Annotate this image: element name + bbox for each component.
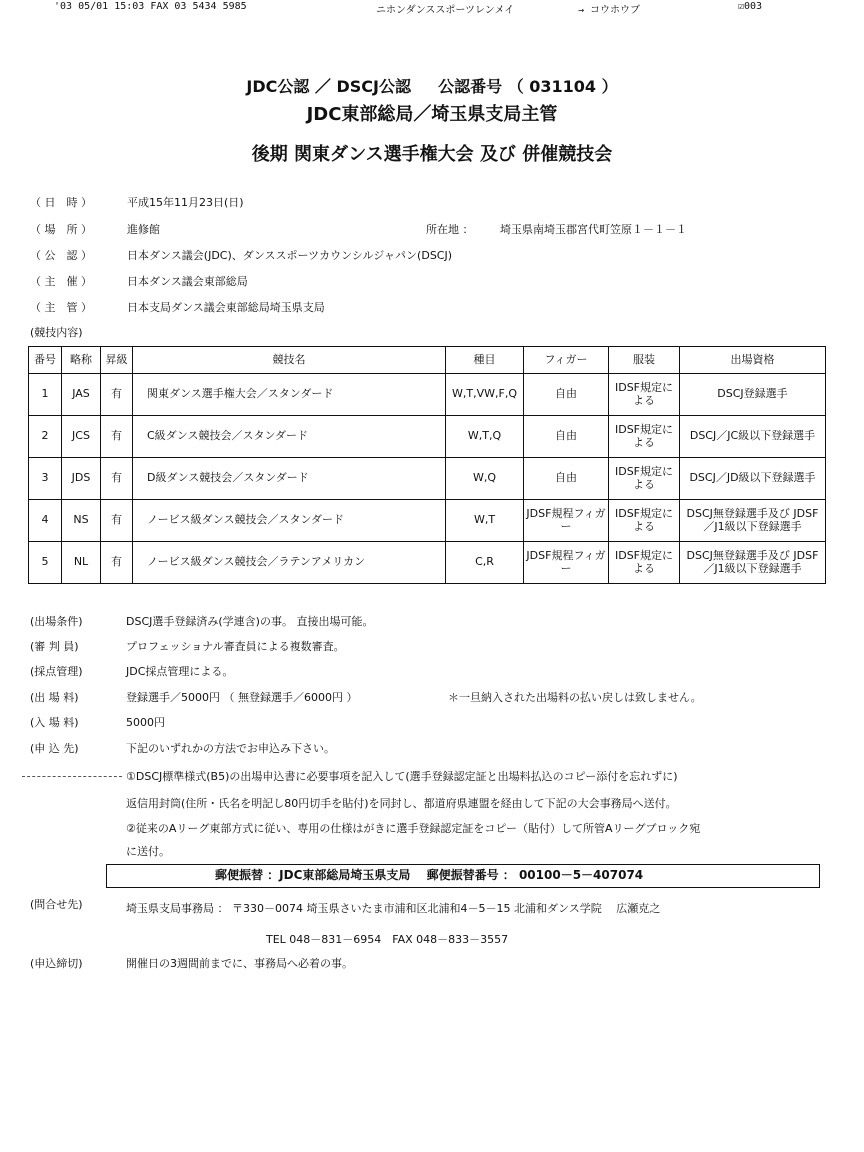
row-eligibility: DSCJ登録選手 [680,374,826,416]
row-eligibility: DSCJ無登録選手及び JDSF／J1級以下登録選手 [680,500,826,542]
fax-datetime: '03 05/01 15:03 FAX 03 5434 5985 [54,1,247,12]
row-eligibility: DSCJ無登録選手及び JDSF／J1級以下登録選手 [680,542,826,584]
row-promotion: 有 [101,458,133,500]
table-row [29,458,826,500]
contact-value: 埼玉県支局事務局 ： 〒330－0074 埼玉県さいたま市浦和区北浦和4－5－15 北浦和ダンス学院 広瀬克之 [126,902,661,915]
row-competition-name: 関東ダンス選手権大会／スタンダード [133,374,446,416]
row-abbr: JDS [62,458,101,500]
method1-line1: ①DSCJ標準様式(B5)の出場申込書に必要事項を記入して(選手登録認定証と出場料払込のコピー添付を忘れずに) [126,770,678,783]
table-row [29,374,826,416]
row-events: W,Q [446,458,524,500]
header-eligibility: 出場資格 [680,347,826,374]
row-abbr: JAS [62,374,101,416]
fee-note: ＊一旦納入された出場料の払い戻しは致しません。 [448,691,702,704]
venue-label: （ 場 所 ） [30,223,92,236]
table-row [29,500,826,542]
deadline-label: (申込締切) [30,957,83,970]
header-competition-name: 競技名 [133,347,446,374]
row-events: W,T [446,500,524,542]
row-dress: IDSF規定による [609,500,680,542]
apply-value: 下記のいずれかの方法でお申込み下さい。 [126,742,335,755]
judges-label: (審 判 員) [30,640,79,653]
competition-table [28,346,826,584]
scoring-value: JDC採点管理による。 [126,665,234,678]
row-promotion: 有 [101,416,133,458]
table-row [29,416,826,458]
dashed-line [22,776,122,777]
approval-label: （ 公 認 ） [30,249,92,262]
method2-line1: ②従来のAリーグ東部方式に従い、専用の仕様はがきに選手登録認定証をコピー（貼付）して所管Aリーグブロック宛 [126,822,701,835]
header-promotion: 昇級 [101,347,133,374]
row-number: 5 [29,542,62,584]
fax-page: ☑003 [738,1,763,12]
row-abbr: JCS [62,416,101,458]
deadline-value: 開催日の3週間前までに、事務局へ必着の事。 [126,957,353,970]
entry-value: DSCJ選手登録済み(学連含)の事。 直接出場可能。 [126,615,374,628]
phone-fax: TEL 048－831－6954 FAX 048－833－3557 [266,933,509,946]
row-number: 2 [29,416,62,458]
method2-line2: に送付。 [126,845,170,858]
postal-transfer-box: 郵便振替 ：JDC東部総局埼玉県支局 郵便振替番号 ： 00100－5－407074 [106,864,820,888]
admission-value: 5000円 [126,716,165,729]
row-figure: 自由 [524,416,609,458]
row-eligibility: DSCJ／JD級以下登録選手 [680,458,826,500]
row-competition-name: C級ダンス競技会／スタンダード [133,416,446,458]
row-promotion: 有 [101,374,133,416]
row-number: 3 [29,458,62,500]
row-dress: IDSF規定による [609,542,680,584]
approval-title: JDC公認 ／ DSCJ公認 公認番号 （ 031104 ） [246,77,618,96]
row-figure: JDSF規程フィガー [524,542,609,584]
header-abbr: 略称 [62,347,101,374]
fee-value: 登録選手／5000円 （ 無登録選手／6000円 ） [126,691,358,704]
contact-label: (問合せ先) [30,898,83,911]
row-abbr: NL [62,542,101,584]
address-value: 埼玉県南埼玉郡宮代町笠原１－１－１ [500,223,687,236]
approval-value: 日本ダンス議会(JDC)、ダンススポーツカウンシルジャパン(DSCJ) [127,249,453,262]
row-competition-name: ノービス級ダンス競技会／ラテンアメリカン [133,542,446,584]
fax-recipient: → コウホウブ [578,5,641,16]
apply-label: (申 込 先) [30,742,79,755]
date-value: 平成15年11月23日(日) [127,196,244,209]
competition-label: (競技内容) [30,326,83,339]
row-eligibility: DSCJ／JC級以下登録選手 [680,416,826,458]
date-label: （ 日 時 ） [30,196,92,209]
row-abbr: NS [62,500,101,542]
row-competition-name: ノービス級ダンス競技会／スタンダード [133,500,446,542]
fee-label: (出 場 料) [30,691,79,704]
row-events: C,R [446,542,524,584]
row-number: 1 [29,374,62,416]
row-figure: 自由 [524,458,609,500]
method1-line2: 返信用封筒(住所・氏名を明記し80円切手を貼付)を同封し、都道府県連盟を経由して下記の大会事務局へ送付。 [126,797,677,810]
row-promotion: 有 [101,542,133,584]
row-competition-name: D級ダンス競技会／スタンダード [133,458,446,500]
row-promotion: 有 [101,500,133,542]
row-number: 4 [29,500,62,542]
scoring-label: (採点管理) [30,665,83,678]
address-label: 所在地 ： [426,223,474,236]
row-figure: JDSF規程フィガー [524,500,609,542]
venue-value: 進修館 [127,223,160,236]
row-events: W,T,VW,F,Q [446,374,524,416]
row-figure: 自由 [524,374,609,416]
judges-value: プロフェッショナル審査員による複数審査。 [126,640,345,653]
host-label: （ 主 催 ） [30,275,92,288]
fax-header [0,0,864,16]
row-dress: IDSF規定による [609,374,680,416]
header-dress: 服装 [609,347,680,374]
row-dress: IDSF規定による [609,416,680,458]
entry-label: (出場条件) [30,615,83,628]
fax-sender: ニホンダンススポーツレンメイ [376,5,515,16]
header-events: 種目 [446,347,524,374]
header-figure: フィガー [524,347,609,374]
header-number: 番号 [29,347,62,374]
admission-label: (入 場 料) [30,716,79,729]
row-events: W,T,Q [446,416,524,458]
host-value: 日本ダンス議会東部総局 [127,275,248,288]
table-row [29,542,826,584]
manager-label: （ 主 管 ） [30,301,92,314]
manager-value: 日本支局ダンス議会東部総局埼玉県支局 [127,301,325,314]
organizer-title: JDC東部総局／埼玉県支局主管 [306,104,558,125]
event-title: 後期 関東ダンス選手権大会 及び 併催競技会 [251,144,613,165]
table-header-row [29,347,826,374]
row-dress: IDSF規定による [609,458,680,500]
